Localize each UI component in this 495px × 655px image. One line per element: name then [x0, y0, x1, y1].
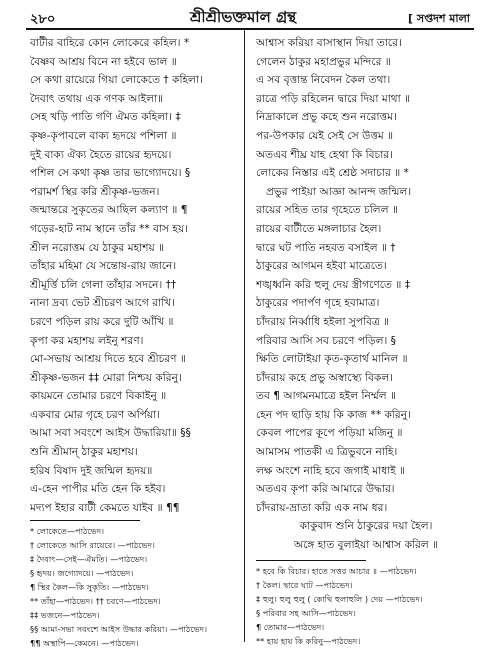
verse-line: আমাসম পাতকী এ ত্রিভুবনে নাহি। [256, 446, 398, 459]
verse-line: মো-সভায় আশ্রয় দিতে হবে শ্রীচরণ ॥ [30, 353, 186, 366]
verse-line: নানা দ্রব্য ভেট শ্রীচরণ আগে রাখি। [30, 297, 175, 310]
verse-line: মদ্যপ ইহার বাটী কেমতে যাইব ॥ ¶¶ [30, 501, 180, 514]
verse-line: সেহ খড়ি পাতি গণি ঐমত কহিলা। ‡ [30, 111, 181, 124]
header-rule [26, 28, 474, 30]
verse-line: অতএব শীঘ্র যাহ হেথা কি বিচার। [256, 148, 393, 161]
footnote: § পরিবার সহ আসি—পাঠভেদ। [256, 608, 356, 618]
footnote: † কৈল। দ্বারে ঘাট —পাঠভেদ। [256, 580, 353, 590]
verse-line: শঙ্খধ্বনি করি হুলু দেয় স্ত্রীগণেতে ॥ ‡ [256, 278, 411, 291]
verse-line: প্রভুর পাইয়া আজ্ঞা আনন্দ জন্মিল। [266, 185, 412, 198]
verse-line: শুনি শ্রীমান্ ঠাকুর মহাশয়। [30, 446, 138, 459]
footnote: ¶ স্থির কৈল—কি সুকৃতি। —পাঠভেদ। [30, 582, 149, 592]
verse-line: বাটীর বাহিরে কোন লোকেরে কহিল। * [30, 37, 190, 49]
verse-line: অঙ্গে হাত বুলাইয়া আশ্বাস করিল ॥ [293, 539, 439, 552]
footnote: ‡‡ ভজনে—পাঠভেদ। [30, 610, 100, 620]
verse-line: কৃষ্ণ-কৃপাবলে বাক্য হৃদয়ে পশিলা ॥ [30, 129, 177, 142]
verse-line: গড়ের-হাট নাম স্থানে তাঁর ** বাস হয়। [30, 222, 188, 235]
verse-line: একবার মোর গৃহে চরণ অর্পিয়া। [30, 408, 161, 421]
section-label: [ সপ্তদশ মালা [408, 12, 470, 25]
verse-line: চাঁদরায়-ভ্রাতা করি এক নাম ধর। [256, 501, 388, 514]
verse-line: বৈষ্ণব আশ্রয় বিনে না হইবে ভাল ॥ [30, 55, 177, 68]
verse-line: রাত্রে পড়ি রহিলেন দ্বারে দিয়া মাথা ॥ [256, 92, 411, 105]
verse-line: নিদ্রাকালে প্রভু কহে শুন নরোত্তম। [256, 111, 397, 124]
verse-line: ক্ষিতি লোটাইয়া কৃত-কৃতার্থ মানিল ॥ [256, 353, 408, 366]
footnote: §§ আমা-সভা সবংশে আইস উদ্ধার করিয়া। —পাঠভেদ। [30, 624, 208, 634]
verse-line: এ-হেন পাপীর মতি হেন কি হইব। [30, 483, 166, 496]
verse-line: রায়ের বাটীতে মঙ্গলাচার হৈল। [256, 222, 382, 235]
footnote: * হবে কি বিচার। হাতে সত্তর আচার ॥ —পাঠভেদ। [256, 566, 417, 576]
verse-line: হেন পদ ছাড়ি হায় কি কাজ ** করিনু। [256, 408, 411, 421]
verse-line: দৈবাৎ তথায় এক গণক আইলা॥ [30, 92, 164, 105]
verse-line: কাকুবাদ শুনি ঠাকুরের দয়া হৈল। [299, 520, 433, 533]
verse-line: আশ্বাস করিয়া বাসাস্থান দিয়া তারে। [256, 37, 402, 49]
footnote: § হৃদয়। জগ্যোদয়ে। —পাঠভেদ। [30, 568, 134, 578]
verse-line: শ্রীকৃষ্ণ-ভজন ‡‡ মোরা নিশ্চয় করিনু। [30, 371, 182, 384]
verse-line: দুই বাক্য ঐক্য হৈতে রায়ের হৃদয়ে। [30, 148, 172, 161]
footnote: ‡ হুলু। হুলু হুলু ( কোথি হুলাহুলি ) দেয় —পাঠভেদ। [256, 594, 423, 604]
verse-line: কায়মনে তোমার চরণে বিকাইনু ॥ [30, 390, 167, 403]
verse-line: শ্রীমূর্ত্তি চলি গেলা তাঁহার সদনে। †† [30, 278, 177, 291]
footnote: ** হায় হায় কি করিনু—পাঠভেদ। [256, 636, 361, 646]
footnote: † লোকেতে আসি রায়েরে। —পাঠভেদ। [30, 540, 155, 550]
verse-line: তাঁহার মহিমা যে সন্তোষ-রায় জানে। [30, 260, 177, 273]
verse-line: পরিবার আসি সব চরণে পড়িল। § [256, 334, 396, 347]
verse-line: শ্রীল নরোত্তম যে ঠাকুর মহাশয় ॥ [30, 241, 165, 254]
verse-line: জন্মান্তরে সুকৃতের আছিল কল্যাণ ॥ ¶ [30, 204, 188, 217]
left-column [30, 34, 250, 517]
footnote: * লোকেতে—পাঠভেদ। [30, 526, 105, 536]
verse-line: চরণে পড়িল রায় করে দুটি আঁখি ॥ [30, 315, 174, 328]
page-header [0, 0, 495, 34]
footnote: ‡ দৈবাৎ—সেই—ঐমতি। —পাঠভেদ। [30, 554, 148, 564]
footnote-rule [256, 560, 366, 561]
left-footnotes [30, 524, 250, 650]
verse-line: গেলেন ঠাকুর মহাপ্রভুর মন্দিরে ॥ [256, 55, 391, 68]
page-number: ২৮০ [30, 12, 56, 27]
verse-line: লোকের নিস্তার এই শ্রেষ্ঠ সদাচার ॥ * [256, 167, 409, 180]
verse-line: আমা সবা সবংশে আইস উদ্ধারিয়া॥ §§ [30, 427, 191, 440]
verse-line: পরামর্শ স্থির করি শ্রীকৃষ্ণ-ভজন। [30, 185, 160, 198]
verse-line: কৃপা কর মহাশয় লইনু শরণ। [30, 334, 144, 347]
verse-line: এ সব বৃত্তান্ত নিবেদন কৈল তথা। [256, 74, 391, 87]
verse-line: দ্বারে ঘট পাতি নহবত বসাইল ॥ † [256, 241, 396, 254]
right-footnotes [256, 564, 476, 648]
right-column [256, 34, 476, 555]
verse-line: সে কথা রায়েরে গিয়া লোকেতে † কহিলা। [30, 74, 203, 87]
verse-line: পশিল সে কথা কৃষ্ণ তার ভাগ্যোদয়ে। § [30, 167, 191, 180]
footnote: ** তাঁহা—পাঠভেদ। †† চরণে—পাঠভেদ। [30, 596, 161, 606]
verse-line: ঠাকুরের আগমন হইবা মাত্রেতে। [256, 260, 387, 273]
verse-line: অতএব কৃপা করি আমারে উদ্ধার। [256, 483, 395, 496]
footnote: ¶ তোমার—পাঠভেদ। [256, 622, 325, 632]
verse-line: হরিষ বিষাদ দুই জন্মিল হৃদয়॥ [30, 464, 153, 477]
verse-line: তব ¶ আগমনমাত্রে হইল নির্ম্মল ॥ [256, 390, 396, 403]
verse-line: পর-উপকার যেই সেই সে উত্তম ॥ [256, 129, 394, 142]
verse-line: চাঁদরায় কহে প্রভু অস্বাস্থ্যে বিকল। [256, 371, 394, 384]
verse-line: কেবল পাপের কূপে পড়িয়া মজিনু ॥ [256, 427, 403, 440]
verse-line: লক্ষ অংশে নাহি হবে জগাই মাধাই ॥ [256, 464, 406, 477]
footnote-rule [30, 520, 140, 521]
verse-line: ঠাকুরের পদার্পণ গৃহে হবামাত্র। [256, 297, 380, 310]
verse-line: চাঁদরায় নির্ব্বাধি হইলা সুপবিত্র ॥ [256, 315, 390, 328]
page-title: শ্রীশ্রীভক্তমাল গ্রন্থ [190, 8, 297, 26]
verse-line: রায়ের সহিত তার গৃহেতে চলিল ॥ [256, 204, 398, 217]
footnote: ¶¶ অস্থাপি—কেমনে। —পাঠভেদ। [30, 638, 139, 648]
